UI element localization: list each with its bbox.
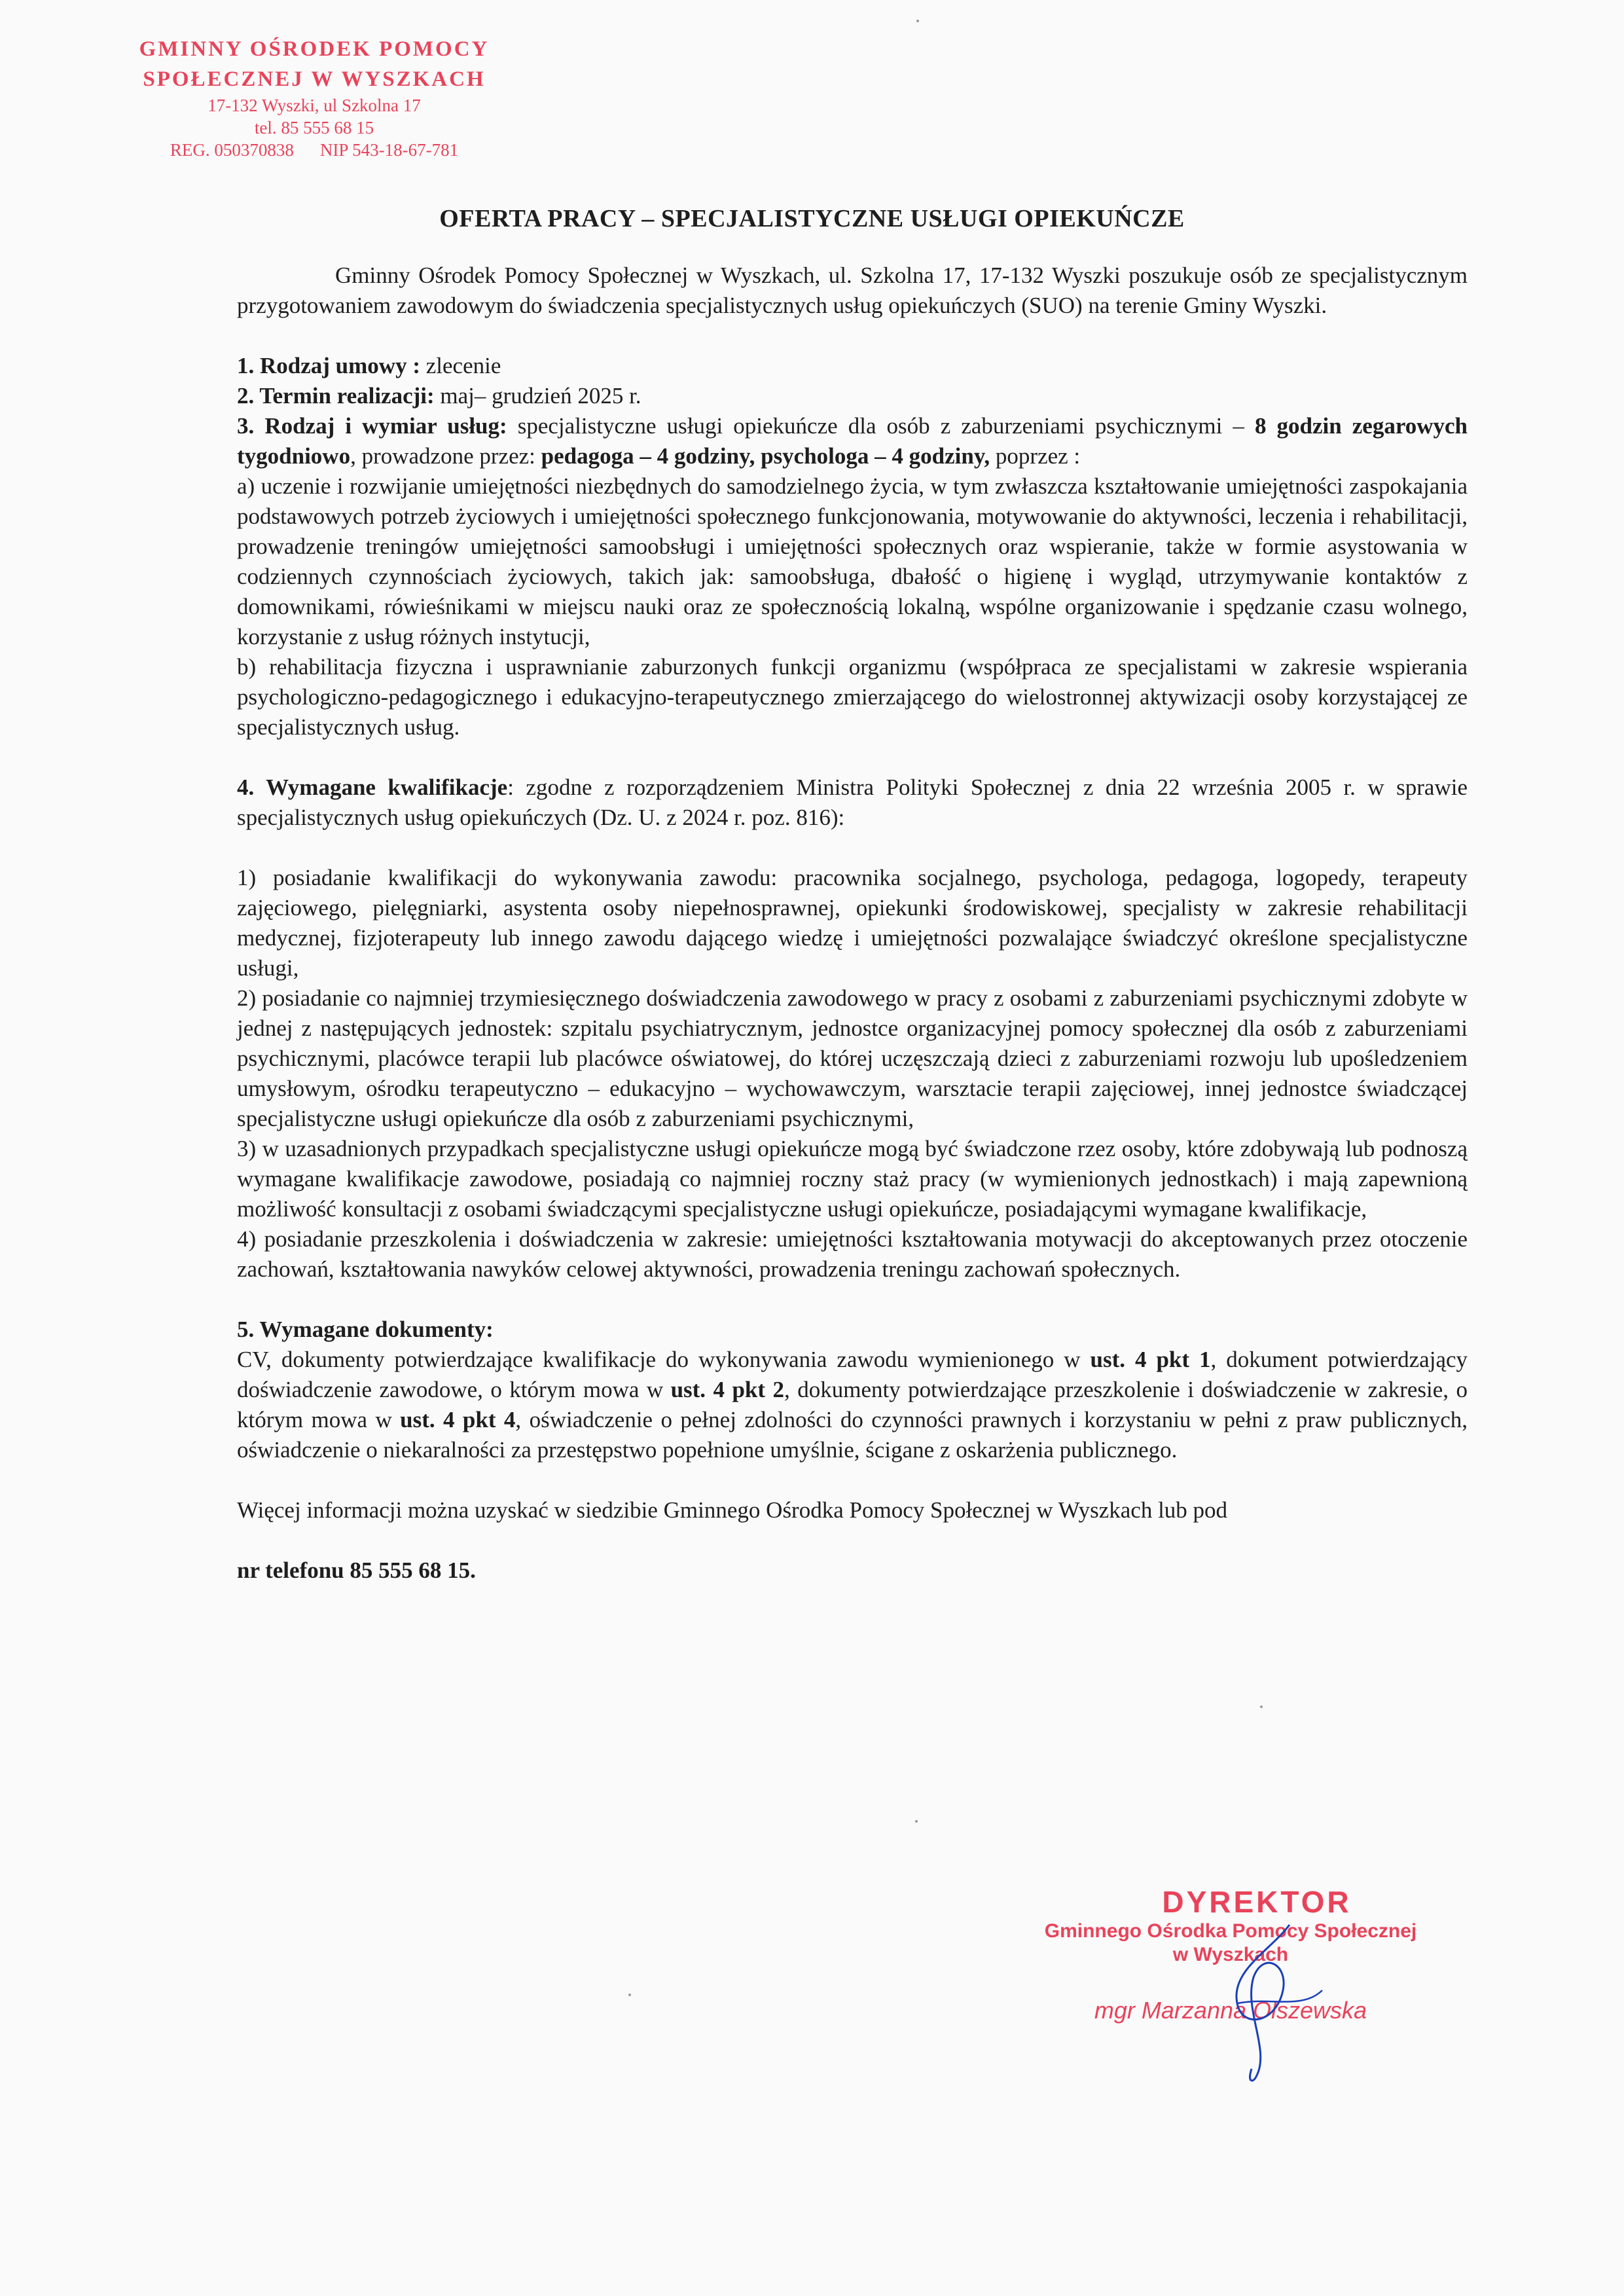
item-3-staff: pedagoga – 4 godziny, psychologa – 4 godziny, xyxy=(541,443,990,469)
scan-speck xyxy=(628,1994,631,1996)
handwritten-signature xyxy=(1191,1912,1362,2095)
item-3b: b) rehabilitacja fizyczna i usprawnianie zaburzonych funkcji organizmu (współpraca ze specjalistami w zakresie wspierania psychologiczno-pedagogicznego i edukacyjno-terapeutycznego zmierzającego do wielostronnej aktywizacji osoby korzystającej ze specjalistycznych usług. xyxy=(237,654,1468,740)
item-3 xyxy=(237,411,1468,471)
qualification-2: 2) posiadanie co najmniej trzymiesięcznego doświadczenia zawodowego w pracy z osobami z zaburzeniami psychicznymi zdobyte w jednej z następujących jednostek: szpitalu psychiatrycznym, jednostce organizacyjnej pomocy społecznej dla osób z zaburzeniami psychicznymi, placówce terapii lub placówce oświatowej, do której uczęszczają dzieci z zaburzeniami rozwoju lub upośledzeniem umysłowym, ośrodku terapeutyczno – edukacyjno – wychowawczym, warsztacie terapii zajęciowej, innej jednostce świadczącej specjalistyczne usługi opiekuńcze dla osób z zaburzeniami psychicznymi, xyxy=(237,985,1468,1131)
item-3-hours: 8 godzin zegarowych tygodniowo xyxy=(237,413,1468,469)
item-5-part-1: CV, dokumenty potwierdzające kwalifikacje do wykonywania zawodu wymienionego w xyxy=(237,1347,1091,1372)
item-3a: a) uczenie i rozwijanie umiejętności niezbędnych do samodzielnego życia, w tym zwłaszcza kształtowanie umiejętności zaspokajania podstawowych potrzeb życiowych i umiejętności społecznego funkcjonowania, motywowanie do aktywności, leczenia i rehabilitacji, prowadzenie treningów umiejętności samoobsługi i umiejętności społecznych oraz wspieranie, także w formie asystowania w codziennych czynnościach życiowych, takich jak: samoobsługa, dbałość o higienę i wygląd, utrzymywanie kontaktów z domownikami, rówieśnikami w miejscu nauki oraz ze społecznością lokalną, wspólne organizowanie i spędzanie czasu wolnego, korzystanie z usług różnych instytucji, xyxy=(237,473,1468,649)
document-body xyxy=(237,261,1468,1586)
stamp-org-1: Gminnego Ośrodka Pomocy Społecznej xyxy=(1044,1920,1417,1942)
scan-speck xyxy=(915,1820,918,1823)
scan-speck xyxy=(1260,1705,1263,1708)
qualification-3: 3) w uzasadnionych przypadkach specjalistyczne usługi opiekuńcze mogą być świadczone rzez osoby, które zdobywają lub podnoszą wymagane kwalifikacje zawodowe, posiadają co najmniej roczny staż pracy (w wymienionych jednostkach) i mają zapewnioną możliwość konsultacji z osobami świadczącymi specjalistyczne usługi opiekuńcze, posiadającymi wymagane kwalifikacje, xyxy=(237,1136,1468,1222)
item-5-text xyxy=(237,1345,1468,1465)
stamp-name: mgr Marzanna Olszewska xyxy=(1094,1997,1367,2024)
item-2-value: maj– grudzień 2025 r. xyxy=(434,383,641,409)
item-5-ref-1: ust. 4 pkt 1 xyxy=(1090,1347,1211,1372)
header-stamp xyxy=(124,34,504,161)
item-5-part-2: , dokument potwierdzający doświadczenie zawodowe, o którym mowa w xyxy=(237,1347,1468,1402)
stamp-org-2: w Wyszkach xyxy=(1172,1944,1289,1965)
item-2 xyxy=(237,381,1468,411)
stamp-nip: NIP 543-18-67-781 xyxy=(319,140,459,160)
item-1 xyxy=(237,351,1468,381)
item-5-heading xyxy=(237,1315,1468,1345)
qualification-4: 4) posiadanie przeszkolenia i doświadczenia w zakresie: umiejętności kształtowania motywacji do akceptowanych przez otoczenie zachowań, kształtowania nawyków celowej aktywności, prowadzenia treningu zachowań społecznych. xyxy=(237,1226,1468,1282)
item-1-label: 1. Rodzaj umowy : xyxy=(237,353,420,378)
item-3-text-2: , prowadzone przez: xyxy=(350,443,541,469)
qualification-1: 1) posiadanie kwalifikacji do wykonywania zawodu: pracownika socjalnego, psychologa, pedagoga, logopedy, terapeuty zajęciowego, pielęgniarki, asystenta osoby niepełnosprawnej, opiekunki środowiskowej, specjalisty w zakresie rehabilitacji medycznej, fizjoterapeuty lub innego zawodu dającego wiedzę i umiejętności pozwalające świadczyć określone specjalistyczne usługi, xyxy=(237,865,1468,981)
phone-line: nr telefonu 85 555 68 15. xyxy=(237,1558,476,1583)
item-4 xyxy=(237,773,1468,833)
stamp-line-1: GMINNY OŚRODEK POMOCY xyxy=(139,37,490,61)
item-2-label: 2. Termin realizacji: xyxy=(237,383,435,409)
stamp-title: DYREKTOR xyxy=(1162,1885,1352,1919)
stamp-phone: tel. 85 555 68 15 xyxy=(254,118,374,137)
item-3-text: specjalistyczne usługi opiekuńcze dla osób z zaburzeniami psychicznymi – xyxy=(507,413,1255,439)
item-3-text-3: poprzez : xyxy=(990,443,1081,469)
stamp-address: 17-132 Wyszki, ul Szkolna 17 xyxy=(208,96,421,115)
stamp-line-2: SPOŁECZNEJ W WYSZKACH xyxy=(143,67,486,91)
document-title: OFERTA PRACY – SPECJALISTYCZNE USŁUGI OPIEKUŃCZE xyxy=(439,205,1185,232)
item-5-label: 5. Wymagane dokumenty: xyxy=(237,1317,494,1342)
intro-paragraph: Gminny Ośrodek Pomocy Społecznej w Wyszkach, ul. Szkolna 17, 17-132 Wyszki poszukuje osób ze specjalistycznym przygotowaniem zawodowym do świadczenia specjalistycznych usług opiekuńczych (SUO) na terenie Gminy Wyszki. xyxy=(237,263,1468,318)
item-5-ref-3: ust. 4 pkt 4 xyxy=(400,1407,516,1432)
item-5-part-3: , dokumenty potwierdzające przeszkolenie i doświadczenie w zakresie, o którym mowa w xyxy=(237,1377,1468,1432)
stamp-reg-line xyxy=(124,139,504,161)
item-1-value: zlecenie xyxy=(420,353,501,378)
item-5-part-4: , oświadczenie o pełnej zdolności do czynności prawnych i korzystaniu w pełni z praw publicznych, oświadczenie o niekaralności za przestępstwo popełnione umyślnie, ścigane z oskarżenia publicznego. xyxy=(237,1407,1468,1463)
item-3-label: 3. Rodzaj i wymiar usług: xyxy=(237,413,507,439)
item-4-label: 4. Wymagane kwalifikacje xyxy=(237,774,508,800)
stamp-reg: REG. 050370838 xyxy=(170,140,294,160)
closing-text: Więcej informacji można uzyskać w siedzibie Gminnego Ośrodka Pomocy Społecznej w Wyszkach lub pod xyxy=(237,1497,1228,1523)
item-5-ref-2: ust. 4 pkt 2 xyxy=(670,1377,785,1402)
scan-speck xyxy=(916,20,919,22)
item-4-text: : zgodne z rozporządzeniem Ministra Polityki Społecznej z dnia 22 września 2005 r. w sprawie specjalistycznych usług opiekuńczych (Dz. U. z 2024 r. poz. 816): xyxy=(237,774,1468,830)
